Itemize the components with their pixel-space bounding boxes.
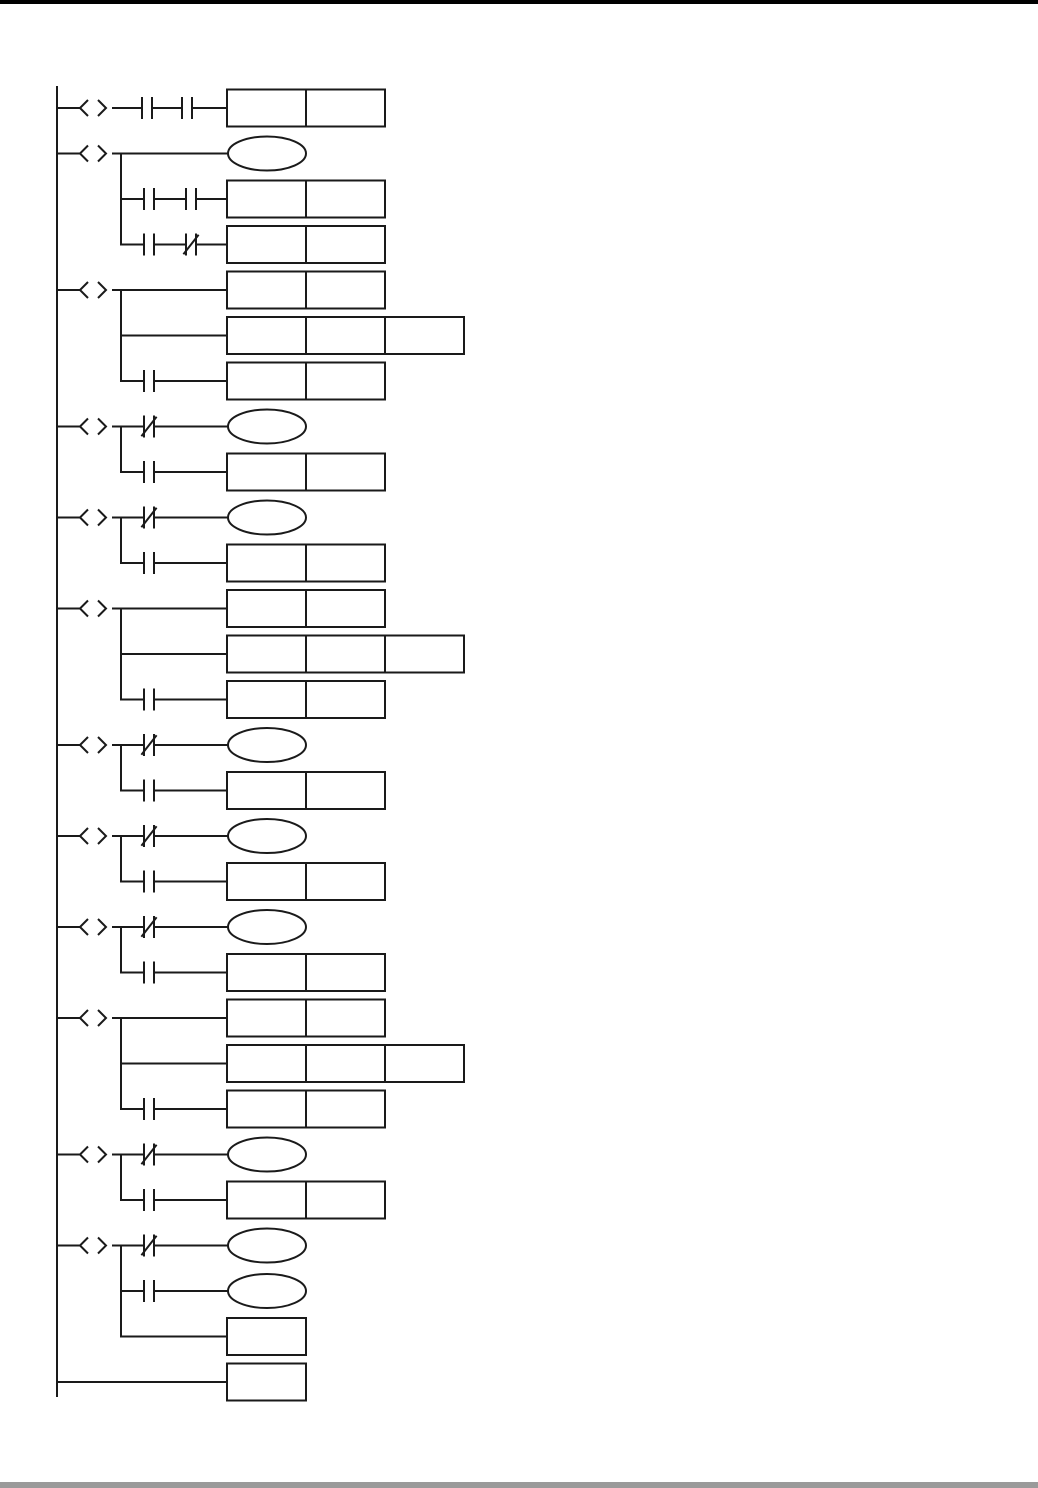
trigger-bracket-left	[80, 919, 88, 935]
instruction-box	[227, 317, 464, 354]
trigger-bracket-right	[98, 1010, 106, 1026]
trigger-bracket-right	[98, 828, 106, 844]
trigger-bracket-right	[98, 146, 106, 162]
output-coil	[228, 1274, 306, 1308]
instruction-box	[227, 1318, 306, 1355]
output-coil	[228, 410, 306, 444]
output-coil	[228, 137, 306, 171]
output-coil	[228, 1229, 306, 1263]
trigger-bracket-right	[98, 510, 106, 526]
trigger-bracket-left	[80, 100, 88, 116]
trigger-bracket-left	[80, 828, 88, 844]
trigger-bracket-left	[80, 737, 88, 753]
trigger-bracket-right	[98, 919, 106, 935]
output-coil	[228, 910, 306, 944]
trigger-bracket-left	[80, 419, 88, 435]
output-coil	[228, 819, 306, 853]
trigger-bracket-left	[80, 1238, 88, 1254]
trigger-bracket-left	[80, 1010, 88, 1026]
trigger-bracket-right	[98, 1147, 106, 1163]
trigger-bracket-right	[98, 1238, 106, 1254]
trigger-bracket-left	[80, 510, 88, 526]
output-coil	[228, 728, 306, 762]
output-coil	[228, 1138, 306, 1172]
trigger-bracket-left	[80, 282, 88, 298]
instruction-box	[227, 1364, 306, 1401]
instruction-box	[227, 636, 464, 673]
trigger-bracket-left	[80, 1147, 88, 1163]
trigger-bracket-right	[98, 100, 106, 116]
trigger-bracket-left	[80, 146, 88, 162]
trigger-bracket-right	[98, 737, 106, 753]
trigger-bracket-right	[98, 419, 106, 435]
trigger-bracket-left	[80, 601, 88, 617]
trigger-bracket-right	[98, 601, 106, 617]
instruction-box	[227, 1045, 464, 1082]
output-coil	[228, 501, 306, 535]
bottom-rule	[0, 1482, 1038, 1488]
trigger-bracket-right	[98, 282, 106, 298]
